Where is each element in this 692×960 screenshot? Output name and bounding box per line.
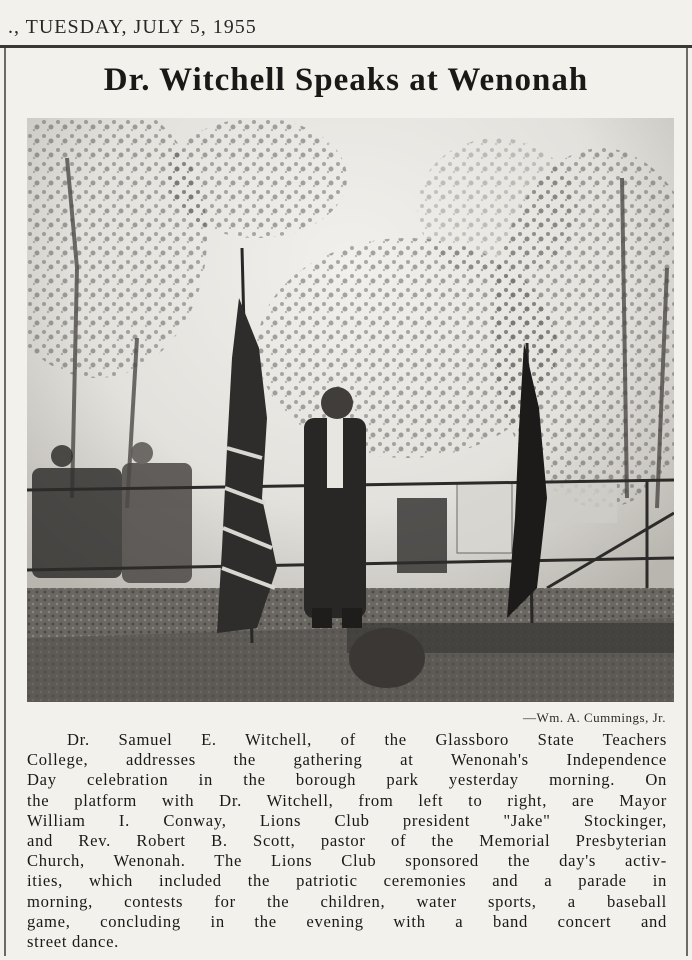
dateline: ., TUESDAY, JULY 5, 1955 <box>8 16 257 38</box>
caption-line: morning, contests for the children, water sports, a baseball <box>27 891 667 911</box>
frame-left-rule <box>4 48 6 956</box>
top-rule <box>0 45 692 48</box>
caption-line: ities, which included the patriotic ceremonies and a parade in <box>27 871 667 891</box>
caption-line: and Rev. Robert B. Scott, pastor of the Memorial Presbyterian <box>27 830 667 850</box>
caption-line: Dr. Samuel E. Witchell, of the Glassboro State Teachers <box>67 730 667 749</box>
photo-caption <box>27 730 667 952</box>
caption-line: Church, Wenonah. The Lions Club sponsored the day's activ- <box>27 851 667 871</box>
caption-line: William I. Conway, Lions Club president "Jake" Stockinger, <box>27 810 667 830</box>
caption-line: game, concluding in the evening with a band concert and <box>27 911 667 931</box>
caption-line: the platform with Dr. Witchell, from left to right, are Mayor <box>27 790 667 810</box>
headline: Dr. Witchell Speaks at Wenonah <box>103 62 589 98</box>
caption-line: street dance. <box>27 931 120 951</box>
news-photo <box>27 118 674 702</box>
caption-line: Day celebration in the borough park yesterday morning. On <box>27 770 667 790</box>
frame-right-rule <box>686 48 688 956</box>
photo-credit: —Wm. A. Cummings, Jr. <box>522 710 666 725</box>
caption-line: College, addresses the gathering at Wenonah's Independence <box>27 750 667 770</box>
